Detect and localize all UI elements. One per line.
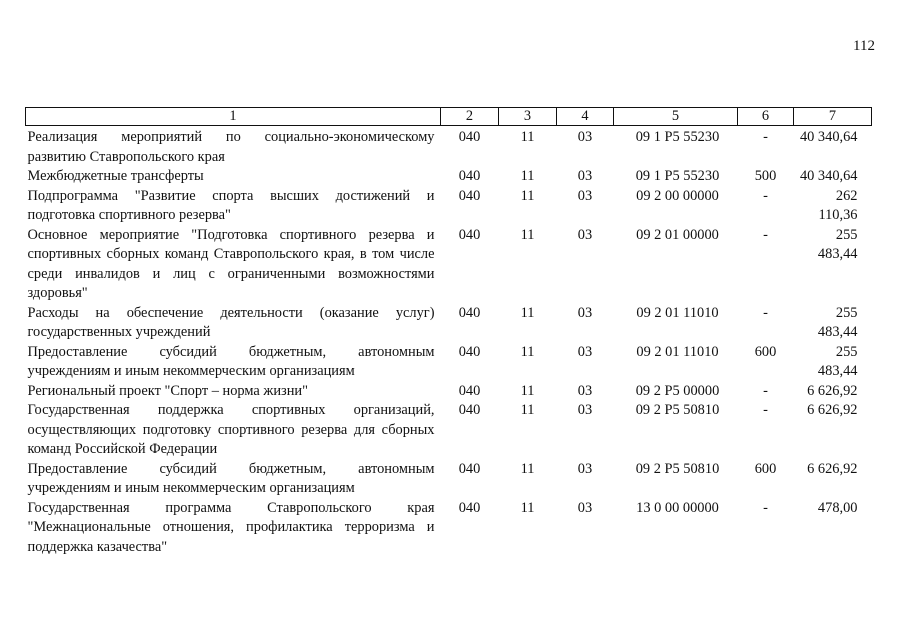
row-name: Предоставление субсидий бюджетным, автономным учреждениям и иным некоммерческим организациям xyxy=(27,343,435,379)
row-name: Подпрограмма "Развитие спорта высших достижений и подготовка спортивного резерва" xyxy=(27,187,435,223)
budget-table xyxy=(25,107,872,557)
row-col-5: 09 2 P5 50810 xyxy=(635,402,720,418)
table-row xyxy=(26,499,872,558)
row-col-3: 11 xyxy=(520,129,535,145)
row-col-2: 040 xyxy=(458,382,481,399)
row-col-5: 09 2 00 00000 xyxy=(636,187,719,204)
row-name: Реализация мероприятий по социально-экономическому развитию Ставропольского края xyxy=(27,129,435,165)
row-col-7: 255 483,44 xyxy=(817,304,858,340)
row-col-5: 09 1 P5 55230 xyxy=(635,129,720,145)
row-col-3: 11 xyxy=(520,499,535,516)
row-col-5: 09 2 P5 00000 xyxy=(635,382,720,399)
row-col-7: 6 626,92 xyxy=(807,402,858,418)
row-col-2: 040 xyxy=(458,187,481,204)
row-col-2: 040 xyxy=(458,499,481,516)
table-row xyxy=(26,226,872,304)
row-col-4: 03 xyxy=(577,226,593,243)
page-number: 112 xyxy=(853,38,875,54)
row-col-7: 478,00 xyxy=(817,499,858,516)
row-name: Государственная поддержка спортивных организаций, осуществляющих подготовку спортивного резерва для сборных команд Российской Федерации xyxy=(27,402,435,457)
row-col-3: 11 xyxy=(520,382,535,399)
row-col-7: 6 626,92 xyxy=(807,382,858,399)
header-col-2: 2 xyxy=(441,108,499,126)
row-col-4: 03 xyxy=(577,460,593,477)
row-col-3: 11 xyxy=(520,460,535,477)
row-name: Предоставление субсидий бюджетным, автономным учреждениям и иным некоммерческим организациям xyxy=(27,460,435,496)
table-row xyxy=(26,343,872,382)
row-col-4: 03 xyxy=(577,129,593,145)
row-col-6: - xyxy=(763,226,768,243)
table-row xyxy=(26,401,872,460)
row-col-2: 040 xyxy=(458,460,481,477)
table-row xyxy=(26,382,872,402)
row-col-3: 11 xyxy=(520,226,535,243)
row-col-6: - xyxy=(763,382,768,399)
header-row xyxy=(26,108,872,126)
header-col-3: 3 xyxy=(499,108,557,126)
row-name: Государственная программа Ставропольского края "Межнациональные отношения, профилактика терроризма и поддержка казачества" xyxy=(27,499,435,555)
row-col-4: 03 xyxy=(577,343,593,360)
header-col-7: 7 xyxy=(794,108,872,126)
row-col-5: 09 2 P5 50810 xyxy=(635,460,720,477)
row-col-2: 040 xyxy=(458,168,481,184)
row-name: Основное мероприятие "Подготовка спортивного резерва и спортивных сборных команд Ставропольского края, в том числе среди инвалидов и лиц с ограниченными возможностями здоровья" xyxy=(27,226,435,301)
row-col-6: - xyxy=(763,304,768,321)
row-col-3: 11 xyxy=(520,343,535,360)
row-col-2: 040 xyxy=(458,304,481,321)
row-col-5: 09 2 01 11010 xyxy=(636,343,719,360)
row-col-4: 03 xyxy=(577,499,593,516)
row-name: Расходы на обеспечение деятельности (оказание услуг) государственных учреждений xyxy=(27,304,435,340)
row-col-4: 03 xyxy=(577,304,593,321)
header-col-6: 6 xyxy=(738,108,794,126)
row-name: Региональный проект "Спорт – норма жизни" xyxy=(27,382,308,399)
row-col-6: - xyxy=(763,187,768,204)
row-col-5: 09 2 01 00000 xyxy=(636,226,719,243)
row-col-3: 11 xyxy=(520,304,535,321)
row-col-4: 03 xyxy=(577,187,593,204)
row-col-6: 600 xyxy=(754,460,777,477)
row-col-7: 255 483,44 xyxy=(817,343,858,379)
row-col-4: 03 xyxy=(577,402,593,418)
row-col-4: 03 xyxy=(577,168,593,184)
row-col-6: 600 xyxy=(754,343,777,360)
row-col-6: - xyxy=(763,129,768,145)
row-col-2: 040 xyxy=(458,343,481,360)
row-col-5: 09 1 P5 55230 xyxy=(635,168,720,184)
row-col-7: 255 483,44 xyxy=(817,226,858,262)
row-col-6: - xyxy=(763,499,768,516)
row-col-7: 262 110,36 xyxy=(818,187,858,223)
row-col-3: 11 xyxy=(520,187,535,204)
row-col-3: 11 xyxy=(520,402,535,418)
row-col-7: 6 626,92 xyxy=(807,460,858,477)
row-col-7: 40 340,64 xyxy=(799,168,858,184)
row-col-7: 40 340,64 xyxy=(799,129,858,145)
table-row xyxy=(26,304,872,343)
row-col-2: 040 xyxy=(458,226,481,243)
table-row xyxy=(26,126,872,168)
row-col-2: 040 xyxy=(458,402,481,418)
row-col-5: 09 2 01 11010 xyxy=(636,304,719,321)
header-col-4: 4 xyxy=(557,108,614,126)
row-col-6: - xyxy=(763,402,768,418)
header-col-1: 1 xyxy=(26,108,441,126)
row-col-6: 500 xyxy=(754,168,777,184)
row-col-4: 03 xyxy=(577,382,593,399)
table-row xyxy=(26,167,872,187)
header-col-5: 5 xyxy=(614,108,738,126)
row-name: Межбюджетные трансферты xyxy=(27,168,204,184)
table-row xyxy=(26,460,872,499)
row-col-2: 040 xyxy=(458,129,481,145)
row-col-5: 13 0 00 00000 xyxy=(636,499,719,516)
row-col-3: 11 xyxy=(520,168,535,184)
table-row xyxy=(26,187,872,226)
